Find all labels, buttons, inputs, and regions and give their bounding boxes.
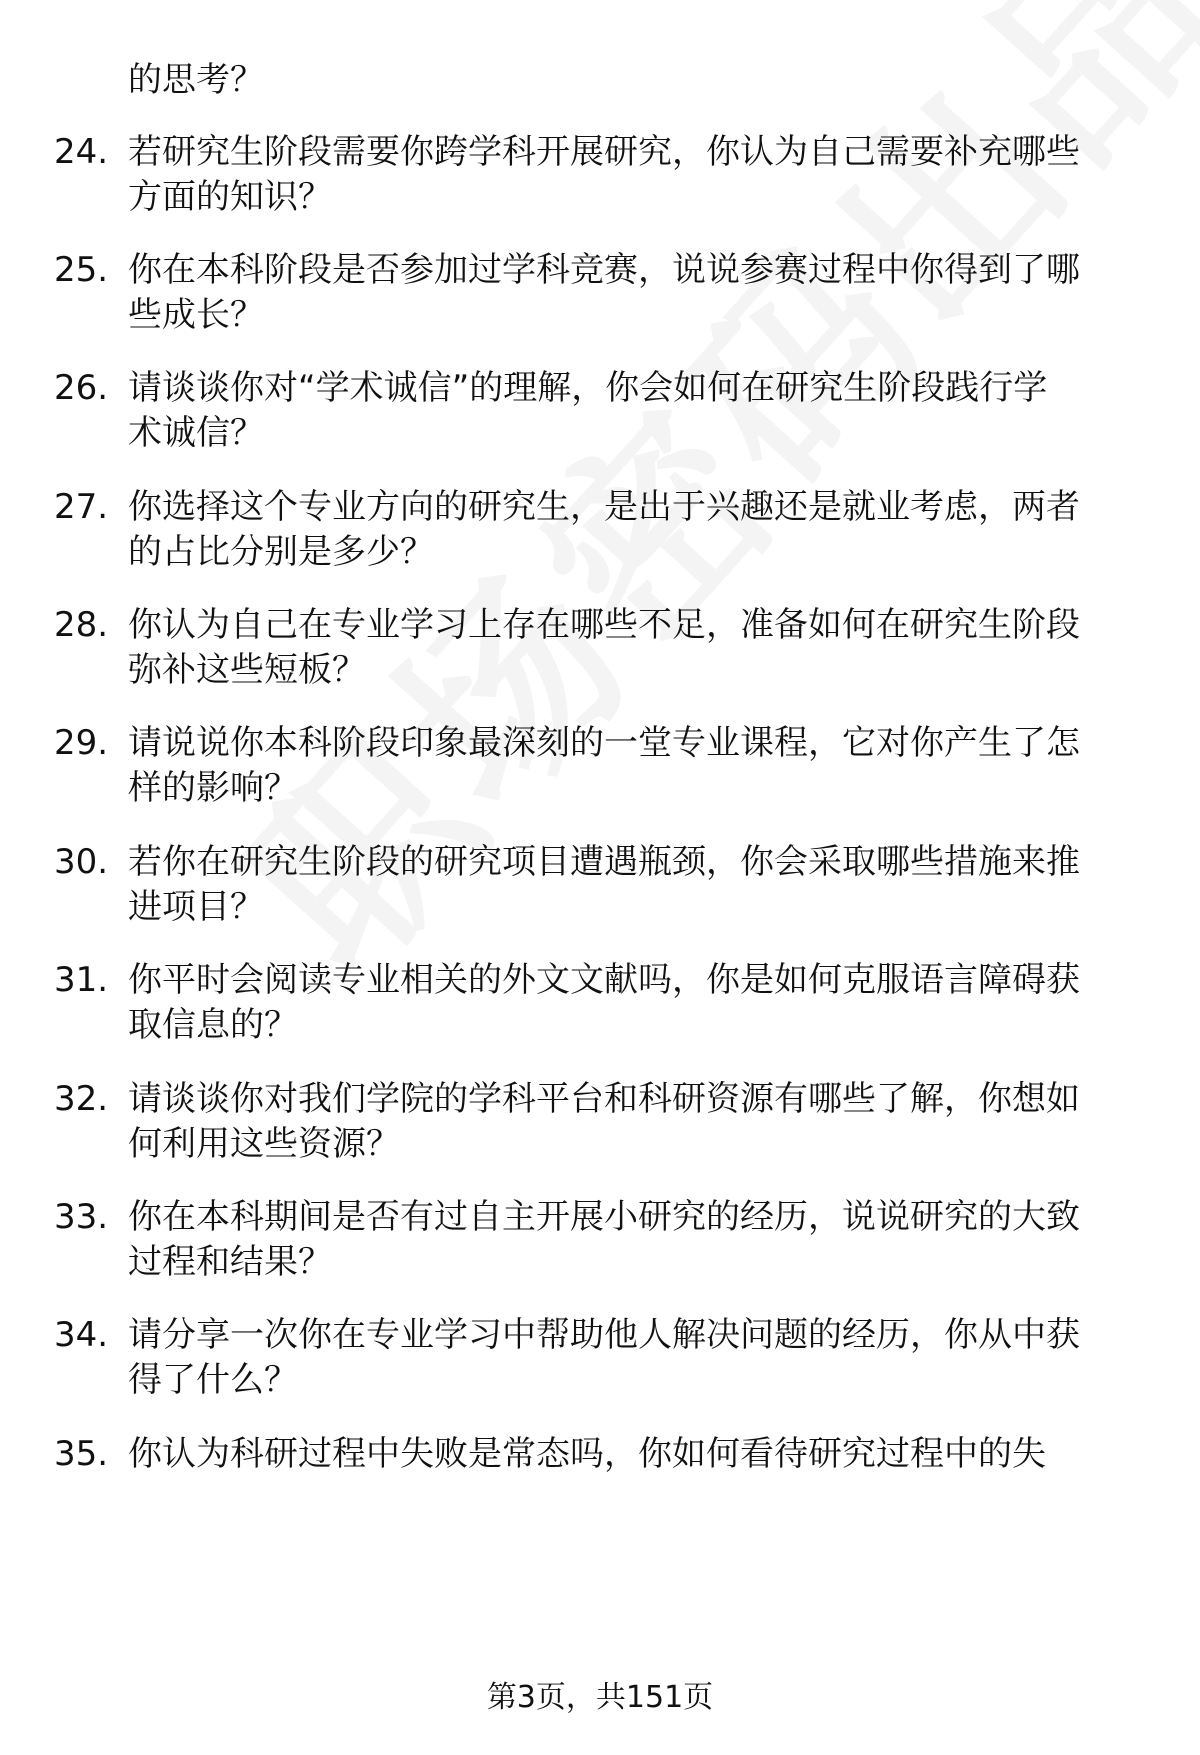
question-text-line: 请谈谈你对“学术诚信”的理解，你会如何在研究生阶段践行学 — [128, 368, 1048, 408]
question-text-line: 进项目？ — [128, 887, 264, 927]
question-text-line: 你选择这个专业方向的研究生，是出于兴趣还是就业考虑，两者 — [128, 487, 1080, 527]
question-text-line: 若研究生阶段需要你跨学科开展研究，你认为自己需要补充哪些 — [128, 132, 1080, 172]
question-number: 28. — [54, 605, 109, 645]
question-text-line: 的占比分别是多少？ — [128, 532, 434, 572]
page-footer: 第3页，共151页 — [486, 1680, 714, 1715]
question-text-line: 的思考？ — [128, 60, 264, 100]
question-text-line: 你在本科阶段是否参加过学科竞赛，说说参赛过程中你得到了哪 — [128, 250, 1080, 290]
question-text-line: 若你在研究生阶段的研究项目遭遇瓶颈，你会采取哪些措施来推 — [128, 842, 1080, 882]
question-number: 24. — [54, 132, 109, 172]
question-number: 34. — [54, 1315, 109, 1355]
question-text-line: 请说说你本科阶段印象最深刻的一堂专业课程，它对你产生了怎 — [128, 723, 1080, 763]
question-text-line: 些成长？ — [128, 295, 264, 335]
question-text-line: 得了什么？ — [128, 1360, 298, 1400]
question-text-line: 你认为科研过程中失败是常态吗，你如何看待研究过程中的失 — [128, 1434, 1046, 1474]
question-text-line: 方面的知识？ — [128, 177, 332, 217]
question-text-line: 过程和结果？ — [128, 1242, 332, 1282]
question-text-line: 术诚信？ — [128, 413, 264, 453]
question-number: 33. — [54, 1197, 109, 1237]
question-number: 27. — [54, 487, 109, 527]
question-text-line: 样的影响？ — [128, 768, 298, 808]
question-text-line: 你认为自己在专业学习上存在哪些不足，准备如何在研究生阶段 — [128, 605, 1080, 645]
question-number: 26. — [54, 368, 109, 408]
question-number: 32. — [54, 1079, 109, 1119]
question-text-line: 取信息的？ — [128, 1005, 298, 1045]
question-number: 30. — [54, 842, 109, 882]
question-number: 29. — [54, 723, 109, 763]
question-text-line: 弥补这些短板？ — [128, 650, 366, 690]
question-text-line: 请分享一次你在专业学习中帮助他人解决问题的经历，你从中获 — [128, 1315, 1080, 1355]
question-text-line: 请谈谈你对我们学院的学科平台和科研资源有哪些了解，你想如 — [128, 1079, 1080, 1119]
question-text-line: 你平时会阅读专业相关的外文文献吗，你是如何克服语言障碍获 — [128, 960, 1080, 1000]
question-number: 35. — [54, 1434, 109, 1474]
question-number: 31. — [54, 960, 109, 1000]
question-number: 25. — [54, 250, 109, 290]
question-text-line: 你在本科期间是否有过自主开展小研究的经历，说说研究的大致 — [128, 1197, 1080, 1237]
question-text-line: 何利用这些资源？ — [128, 1124, 400, 1164]
